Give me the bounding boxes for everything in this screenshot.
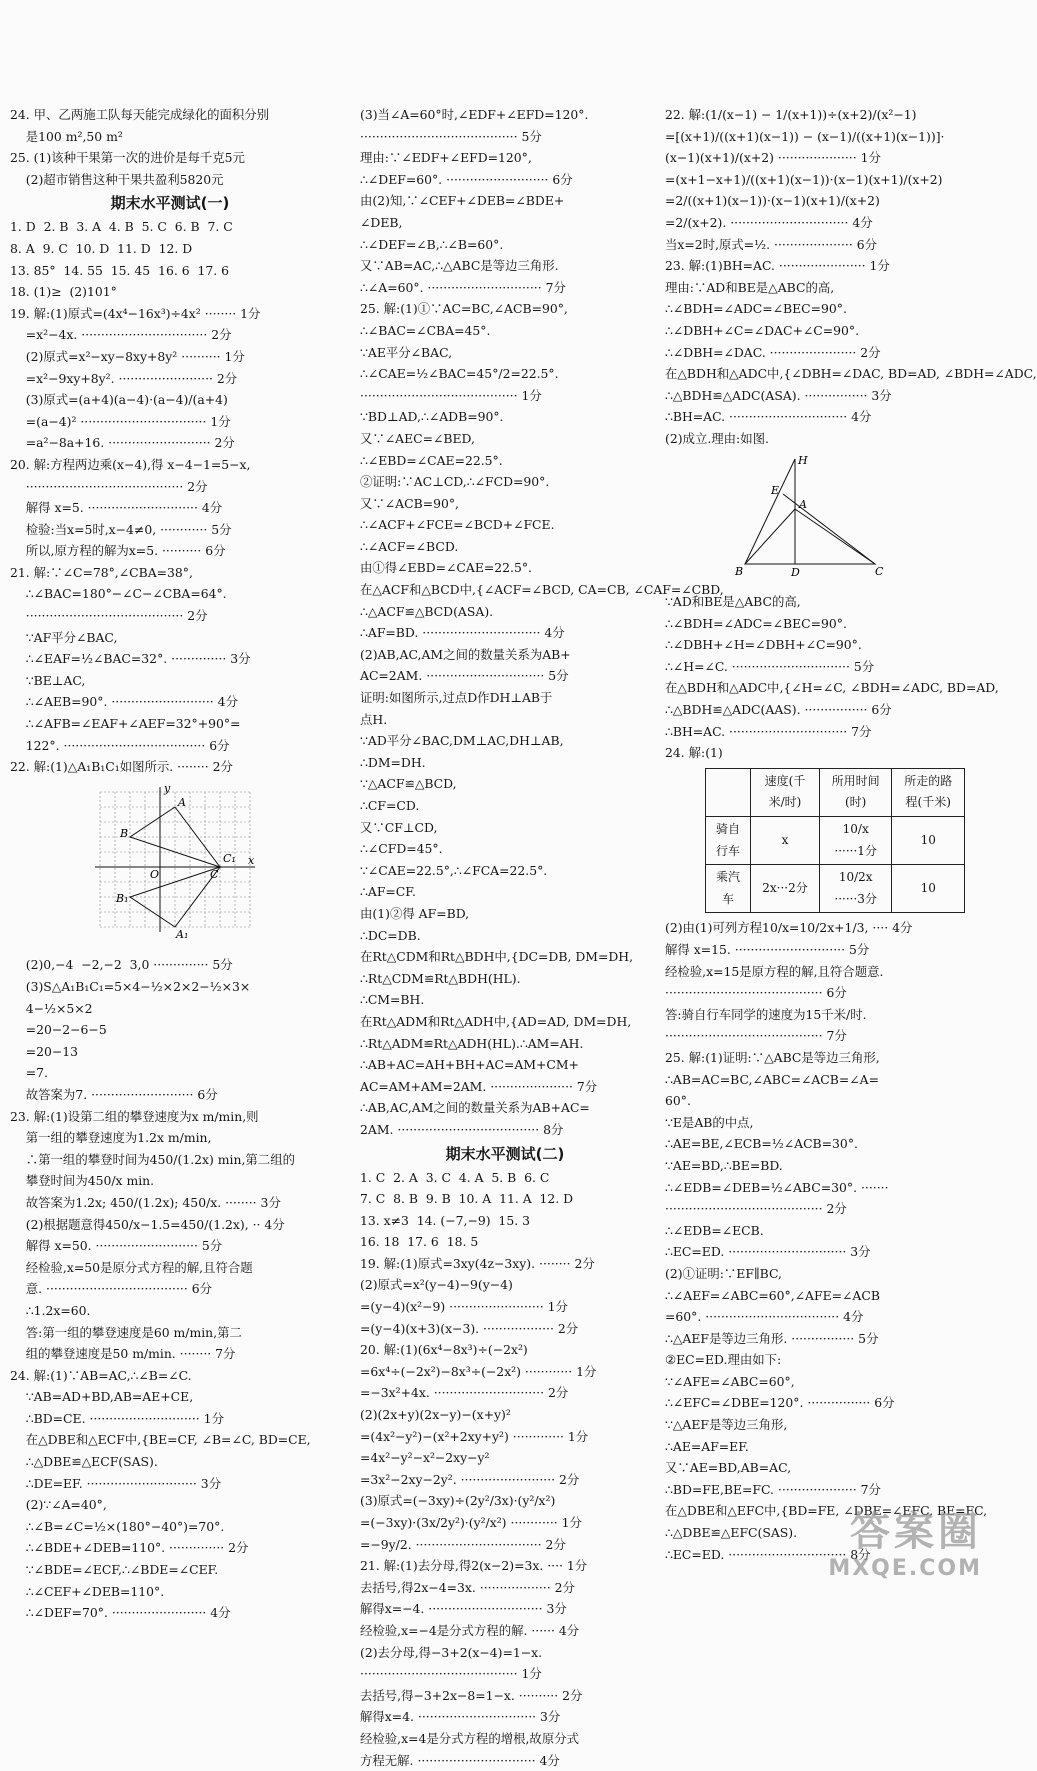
answer-line: ∴∠DBH=∠DAC. ······················ 2分	[665, 342, 965, 364]
answer-line: 122°. ···································· 6分	[10, 735, 330, 757]
triangle-figure	[665, 454, 965, 586]
answer-line: (2)根据题意得450/x−1.5=450/(1.2x), ·· 4分	[10, 1214, 330, 1236]
answer-line: ∴Rt△CDM≌Rt△BDH(HL).	[360, 968, 650, 990]
point-c-label: C	[210, 868, 219, 881]
table-cell: 10/x ······1分	[819, 817, 892, 865]
answer-line: ∴1.2x=60.	[10, 1300, 330, 1322]
answer-line: ∴△BDH≌△ADC(ASA). ················ 3分	[665, 385, 965, 407]
table-cell: 2x···2分	[751, 865, 820, 913]
answers-block-3b	[665, 591, 965, 764]
answer-line: ∴∠EFC=∠DBE=120°. ················ 6分	[665, 1392, 965, 1414]
test-1-title: 期末水平测试(一)	[10, 190, 330, 216]
point-d-label: D	[790, 566, 800, 579]
answer-line: (2)去分母,得−3+2(x−4)=1−x.	[360, 1642, 650, 1664]
answer-line: =20−13	[10, 1041, 330, 1063]
answer-line: 理由:∵AD和BE是△ABC的高,	[665, 277, 965, 299]
answer-line: ∴CF=CD.	[360, 795, 650, 817]
y-axis-label: y	[163, 782, 171, 795]
answer-line: ∵E是AB的中点,	[665, 1112, 965, 1134]
answer-line: (3)当∠A=60°时,∠EDF+∠EFD=120°.	[360, 104, 650, 126]
answer-line: (3)S△A₁B₁C₁=5×4−½×2×2−½×3×	[10, 976, 330, 998]
answer-line: ∴∠CFD=45°.	[360, 838, 650, 860]
answer-line: 19. 解:(1)原式=(4x⁴−16x³)÷4x² ········ 1分	[10, 303, 330, 325]
answer-line: 经检验,x=−4是分式方程的解. ······ 4分	[360, 1620, 650, 1642]
answer-line: ∴△BDH≌△ADC(AAS). ················ 6分	[665, 699, 965, 721]
answer-line: =7.	[10, 1062, 330, 1084]
table-cell: 骑自行车	[706, 817, 751, 865]
answer-line: 24. 甲、乙两施工队每天能完成绿化的面积分别	[10, 104, 330, 126]
answer-line: ∵AF平分∠BAC,	[10, 627, 330, 649]
answer-line: ∴∠A=60°. ····························· 7分	[360, 277, 650, 299]
answer-line: 检验:当x=5时,x−4≠0, ············ 5分	[10, 519, 330, 541]
answer-line: 经检验,x=50是原分式方程的解,且符合题	[10, 1257, 330, 1279]
answer-line: ∴∠DEF=∠B,∴∠B=60°.	[360, 234, 650, 256]
answer-line: ∴∠DBH+∠H=∠DBH+∠C=90°.	[665, 634, 965, 656]
answer-line: =(y−4)(x+3)(x−3). ·················· 2分	[360, 1318, 650, 1340]
answer-line: =2/((x+1)(x−1))·(x−1)(x+1)/(x+2)	[665, 190, 965, 212]
answer-line: 又∵CF⊥CD,	[360, 817, 650, 839]
answer-line: (3)原式=(a+4)(a−4)·(a−4)/(a+4)	[10, 389, 330, 411]
answer-line: ∴∠BAC=∠CBA=45°.	[360, 320, 650, 342]
table-cell: 乘汽车	[706, 865, 751, 913]
answer-line: ∴∠BDE+∠DEB=110°. ·············· 2分	[10, 1537, 330, 1559]
answer-line: ∴∠AEF=∠ABC=60°,∠AFE=∠ACB	[665, 1285, 965, 1307]
table-header-row	[706, 768, 965, 816]
answer-line: 在△DBE和△EFC中,{BD=FE, ∠DBE=∠EFC, BE=FC,	[665, 1500, 965, 1522]
answer-line: =6x⁴÷(−2x²)−8x³÷(−2x²) ············ 1分	[360, 1361, 650, 1383]
answer-line: 16. 18 17. 6 18. 5	[360, 1231, 650, 1253]
answer-line: (2)由(1)可列方程10/x=10/2x+1/3, ···· 4分	[665, 917, 965, 939]
watermark-logo	[828, 1508, 982, 1582]
answer-line: 24. 解:(1)	[665, 742, 965, 764]
answer-line: ∴∠B=∠C=½×(180°−40°)=70°.	[10, 1516, 330, 1538]
answer-line: =20−2−6−5	[10, 1019, 330, 1041]
answer-line: 故答案为7. ·························· 6分	[10, 1084, 330, 1106]
answer-line: 在△BDH和△ADC中,{∠DBH=∠DAC, BD=AD, ∠BDH=∠ADC,	[665, 363, 965, 385]
answer-line: 在△BDH和△ADC中,{∠H=∠C, ∠BDH=∠ADC, BD=AD,	[665, 677, 965, 699]
coordinate-grid-figure	[10, 782, 330, 949]
answer-line: ∵∠CAE=22.5°,∴∠FCA=22.5°.	[360, 860, 650, 882]
answer-line: =−3x²+4x. ···························· 2分	[360, 1382, 650, 1404]
answer-line: =4x²−y²−x²−2xy−y²	[360, 1447, 650, 1469]
answer-line: 8. A 9. C 10. D 11. D 12. D	[10, 238, 330, 260]
answer-line: 是100 m²,50 m²	[10, 126, 330, 148]
answer-line: ∴BD=CE. ···························· 1分	[10, 1408, 330, 1430]
answer-line: 又∵∠ACB=90°,	[360, 493, 650, 515]
answer-line: ∴DE=EF. ···························· 3分	[10, 1473, 330, 1495]
answers-block-1b	[10, 216, 330, 777]
answer-line: ∴CM=BH.	[360, 989, 650, 1011]
answer-line: ········································ 1分	[360, 385, 650, 407]
answer-line: ∵BD⊥AD,∴∠ADB=90°.	[360, 406, 650, 428]
answer-line: =2/(x+2). ······························ 4分	[665, 212, 965, 234]
answer-line: (2)(2x+y)(2x−y)−(x+y)²	[360, 1404, 650, 1426]
answer-line: ∵AD平分∠BAC,DM⊥AC,DH⊥AB,	[360, 730, 650, 752]
answer-line: ∴AB+AC=AH+BH+AC=AM+CM+	[360, 1054, 650, 1076]
answer-line: 答:第一组的攀登速度是60 m/min,第二	[10, 1322, 330, 1344]
table-header-cell: 所用时间(时)	[819, 768, 892, 816]
answer-line: =(y−4)(x²−9) ························ 1分	[360, 1296, 650, 1318]
answer-line: 由①得∠EBD=∠CAE=22.5°.	[360, 557, 650, 579]
answer-line: =a²−8a+16. ·························· 2分	[10, 432, 330, 454]
point-b-label: B	[119, 827, 128, 840]
answer-line: 理由:∵∠EDF+∠EFD=120°,	[360, 147, 650, 169]
column-3	[665, 104, 965, 1565]
answer-line: 答:骑自行车同学的速度为15千米/时.	[665, 1004, 965, 1026]
answer-line: ∴第一组的攀登时间为450/(1.2x) min,第二组的	[10, 1149, 330, 1171]
answer-line: ∴AF=CF.	[360, 881, 650, 903]
answer-line: ∴DM=DH.	[360, 752, 650, 774]
point-b1-label: B₁	[115, 892, 129, 905]
answer-line: ∴DC=DB.	[360, 925, 650, 947]
answer-line: 第一组的攀登速度为1.2x m/min,	[10, 1127, 330, 1149]
answer-line: =(a−4)² ································ 1分	[10, 411, 330, 433]
point-a-label: A	[798, 498, 807, 511]
answer-line: 又∵AE=BD,AB=AC,	[665, 1457, 965, 1479]
answer-line: (2)AB,AC,AM之间的数量关系为AB+	[360, 644, 650, 666]
column-2	[360, 104, 650, 1771]
point-a1-label: A₁	[175, 928, 188, 941]
answer-line: 方程无解. ······························ 4分	[360, 1750, 650, 1771]
table-header-cell: 所走的路程(千米)	[892, 768, 965, 816]
answer-line: 18. (1)≥ (2)101°	[10, 281, 330, 303]
point-b-label: B	[734, 565, 743, 578]
answer-line: 经检验,x=4是分式方程的增根,故原分式	[360, 1728, 650, 1750]
answer-line: 去括号,得−3+2x−8=1−x. ·········· 2分	[360, 1685, 650, 1707]
answer-line: =[(x+1)/((x+1)(x−1)) − (x−1)/((x+1)(x−1))]·	[665, 126, 965, 148]
table-row	[706, 865, 965, 913]
answer-line: ∴△AEF是等边三角形. ················ 5分	[665, 1328, 965, 1350]
answer-line: 20. 解:方程两边乘(x−4),得 x−4−1=5−x,	[10, 454, 330, 476]
answer-line: ∴AF=BD. ······························ 4分	[360, 622, 650, 644]
answer-line: ∵AE平分∠BAC,	[360, 342, 650, 364]
watermark-text: 答案圈	[828, 1508, 982, 1556]
answer-line: ∴AE=BE,∠ECB=½∠ACB=30°.	[665, 1133, 965, 1155]
answer-line: ∴EC=ED. ······························ 3分	[665, 1241, 965, 1263]
answer-line: 经检验,x=15是原方程的解,且符合题意.	[665, 961, 965, 983]
answer-line: (2)原式=x²−xy−8xy+8y² ·········· 1分	[10, 346, 330, 368]
answer-line: ∴BH=AC. ······························ 4分	[665, 406, 965, 428]
answer-line: 解得 x=15. ···························· 5分	[665, 939, 965, 961]
answers-block-1c	[10, 954, 330, 1623]
answer-line: 23. 解:(1)BH=AC. ······················ 1分	[665, 255, 965, 277]
answer-line: 22. 解:(1)△A₁B₁C₁如图所示. ········ 2分	[10, 756, 330, 778]
answer-line: ∴BD=FE,BE=FC. ···················· 7分	[665, 1479, 965, 1501]
answer-line: 由(2)知,∵∠CEF+∠DEB=∠BDE+	[360, 190, 650, 212]
answer-line: 点H.	[360, 709, 650, 731]
answer-line: ········································ 2分	[665, 1198, 965, 1220]
answer-line: ∵△ACF≌△BCD,	[360, 773, 650, 795]
answer-line: 所以,原方程的解为x=5. ·········· 6分	[10, 540, 330, 562]
answer-line: AC=AM+AM=2AM. ····················· 7分	[360, 1076, 650, 1098]
answer-line: 由(1)②得 AF=BD,	[360, 903, 650, 925]
answer-line: 1. C 2. A 3. C 4. A 5. B 6. C	[360, 1167, 650, 1189]
answer-line: 组的攀登速度是50 m/min. ········ 7分	[10, 1343, 330, 1365]
answer-line: ∴∠BDH=∠ADC=∠BEC=90°.	[665, 613, 965, 635]
answer-line: =(−3xy)·(3x/2y²)·(y²/x²) ············ 1分	[360, 1512, 650, 1534]
answer-line: (3)原式=(−3xy)÷(2y²/3x)·(y²/x²)	[360, 1490, 650, 1512]
answer-line: =x²−9xy+8y². ························ 2分	[10, 368, 330, 390]
answer-line: =(x+1−x+1)/((x+1)(x−1))·(x−1)(x+1)/(x+2)	[665, 169, 965, 191]
answers-block-3c	[665, 917, 965, 1565]
answer-line: ∴△ACF≌△BCD(ASA).	[360, 601, 650, 623]
answer-line: =60°. ·································· 4分	[665, 1306, 965, 1328]
table-cell: 10	[892, 817, 965, 865]
answer-line: =−9y/2. ································ 2分	[360, 1534, 650, 1556]
point-e-label: E	[770, 484, 779, 497]
point-h-label: H	[797, 454, 808, 467]
answer-line: ∴∠EBD=∠CAE=22.5°.	[360, 450, 650, 472]
table-cell: 10	[892, 865, 965, 913]
answer-line: ∴△DBE≌△EFC(SAS).	[665, 1522, 965, 1544]
answer-line: ∵AB=AD+BD,AB=AE+CE,	[10, 1386, 330, 1408]
answers-block-1a	[10, 104, 330, 190]
answer-line: =3x²−2xy−2y². ························ 2分	[360, 1469, 650, 1491]
answer-line: ∴∠DEF=60°. ·························· 6分	[360, 169, 650, 191]
answer-line: 解得 x=50. ·························· 5分	[10, 1235, 330, 1257]
answer-line: ∵AD和BE是△ABC的高,	[665, 591, 965, 613]
answer-line: 25. (1)该种干果第一次的进价是每千克5元	[10, 147, 330, 169]
answer-line: 故答案为1.2x; 450/(1.2x); 450/x. ········ 3分	[10, 1192, 330, 1214]
answer-line: ········································ 1分	[360, 1663, 650, 1685]
answer-line: (2)∵∠A=40°,	[10, 1494, 330, 1516]
answer-line: (2)①证明:∵EF∥BC,	[665, 1263, 965, 1285]
answer-line: ∵BE⊥AC,	[10, 670, 330, 692]
answer-line: 21. 解:∵∠C=78°,∠CBA=38°,	[10, 562, 330, 584]
answer-line: =(4x²−y²)−(x²+2xy+y²) ············· 1分	[360, 1426, 650, 1448]
table-cell: 10/2x ······3分	[819, 865, 892, 913]
answer-line: 证明:如图所示,过点D作DH⊥AB于	[360, 687, 650, 709]
answer-line: ∴∠BDH=∠ADC=∠BEC=90°.	[665, 298, 965, 320]
answer-line: 60°.	[665, 1090, 965, 1112]
answer-line: 7. C 8. B 9. B 10. A 11. A 12. D	[360, 1188, 650, 1210]
table-header-cell	[706, 768, 751, 816]
answer-line: 21. 解:(1)去分母,得2(x−2)=3x. ···· 1分	[360, 1555, 650, 1577]
answer-line: 去括号,得2x−4=3x. ·················· 2分	[360, 1577, 650, 1599]
watermark-url: MXQE.COM	[828, 1556, 982, 1582]
answer-line: ········································ 5分	[360, 126, 650, 148]
answer-line: ∴∠CEF+∠DEB=110°.	[10, 1581, 330, 1603]
answer-line: ∴AB,AC,AM之间的数量关系为AB+AC=	[360, 1097, 650, 1119]
answer-line: 又∵∠AEC=∠BED,	[360, 428, 650, 450]
answers-block-3a	[665, 104, 965, 450]
answer-line: ········································ 2分	[10, 605, 330, 627]
answer-line: 解得 x=5. ···························· 4分	[10, 497, 330, 519]
answer-line: 20. 解:(1)(6x⁴−8x³)÷(−2x²)	[360, 1339, 650, 1361]
answer-line: ∴∠DBH+∠C=∠DAC+∠C=90°.	[665, 320, 965, 342]
answer-line: ∠DEB,	[360, 212, 650, 234]
table-cell: x	[751, 817, 820, 865]
answer-line: ∴∠AEB=90°. ·························· 4分	[10, 691, 330, 713]
answer-line: 在Rt△CDM和Rt△BDH中,{DC=DB, DM=DH,	[360, 946, 650, 968]
answer-line: (2)超市销售这种干果共盈利5820元	[10, 169, 330, 191]
answer-line: 4−½×5×2	[10, 998, 330, 1020]
answer-line: ········································ 2分	[10, 476, 330, 498]
answer-line: ∴BH=AC. ······························ 7分	[665, 721, 965, 743]
answer-line: 13. 85° 14. 55 15. 45 16. 6 17. 6	[10, 260, 330, 282]
answer-line: (x−1)(x+1)/(x+2) ···················· 1分	[665, 147, 965, 169]
answer-line: 意. ···································· 6分	[10, 1278, 330, 1300]
answer-line: 24. 解:(1)∵AB=AC,∴∠B=∠C.	[10, 1365, 330, 1387]
column-1	[10, 104, 330, 1624]
point-a-label: A	[177, 796, 186, 809]
answer-line: 在△ACF和△BCD中,{∠ACF=∠BCD, CA=CB, ∠CAF=∠CBD,	[360, 579, 650, 601]
answer-line: ∴∠AFB=∠EAF+∠AEF=32°+90°=	[10, 713, 330, 735]
answer-line: =x²−4x. ································ 2分	[10, 324, 330, 346]
answer-line: ∴△DBE≌△ECF(SAS).	[10, 1451, 330, 1473]
answer-line: ∴∠EDB=∠ECB.	[665, 1220, 965, 1242]
point-c-label: C	[875, 565, 884, 578]
answer-line: ∴∠CAE=½∠BAC=45°/2=22.5°.	[360, 363, 650, 385]
table-row	[706, 817, 965, 865]
answers-block-2a	[360, 104, 650, 1141]
answer-line: ∴∠ACF+∠FCE=∠BCD+∠FCE.	[360, 514, 650, 536]
answer-line: ∵△AEF是等边三角形,	[665, 1414, 965, 1436]
answer-line: (2)成立.理由:如图.	[665, 428, 965, 450]
answer-line: ∴Rt△ADM≌Rt△ADH(HL).∴AM=AH.	[360, 1033, 650, 1055]
answer-line: ∴AE=AF=EF.	[665, 1436, 965, 1458]
answer-line: 23. 解:(1)设第二组的攀登速度为x m/min,则	[10, 1106, 330, 1128]
answer-line: ∴AB=AC=BC,∠ABC=∠ACB=∠A=	[665, 1069, 965, 1091]
answer-line: (2)0,−4 −2,−2 3,0 ·············· 5分	[10, 954, 330, 976]
answer-line: 在Rt△ADM和Rt△ADH中,{AD=AD, DM=DH,	[360, 1011, 650, 1033]
answer-line: 解得x=−4. ····························· 3分	[360, 1598, 650, 1620]
answer-line: ∴∠H=∠C. ······························ 5分	[665, 656, 965, 678]
answer-line: 攀登时间为450/x min.	[10, 1170, 330, 1192]
point-c1-label: C₁	[223, 852, 236, 865]
answer-line: 1. D 2. B 3. A 4. B 5. C 6. B 7. C	[10, 216, 330, 238]
answer-line: 25. 解:(1)证明:∵△ABC是等边三角形,	[665, 1047, 965, 1069]
answer-line: 13. x≠3 14. (−7,−9) 15. 3	[360, 1210, 650, 1232]
answer-line: 2AM. ···································· 8分	[360, 1119, 650, 1141]
answer-line: ∴∠DEF=70°. ························ 4分	[10, 1602, 330, 1624]
answer-line: 19. 解:(1)原式=3xy(4z−3xy). ········ 2分	[360, 1253, 650, 1275]
answer-line: ∵∠AFE=∠ABC=60°,	[665, 1371, 965, 1393]
speed-table	[705, 768, 965, 914]
answer-line: ········································ 7分	[665, 1025, 965, 1047]
answer-line: ∴∠ACF=∠BCD.	[360, 536, 650, 558]
answer-line: ········································ 6分	[665, 982, 965, 1004]
answer-line: 解得x=4. ······························ 3分	[360, 1706, 650, 1728]
x-axis-label: x	[248, 854, 255, 867]
answer-line: AC=2AM. ······························ 5分	[360, 665, 650, 687]
answer-line: 又∵AB=AC,∴△ABC是等边三角形.	[360, 255, 650, 277]
answer-line: ∴∠BAC=180°−∠C−∠CBA=64°.	[10, 583, 330, 605]
answer-line: 25. 解:(1)①∵AC=BC,∠ACB=90°,	[360, 298, 650, 320]
answer-line: ∵AE=BD,∴BE=BD.	[665, 1155, 965, 1177]
answer-line: ∴EC=ED. ······························ 8分	[665, 1544, 965, 1566]
answer-line: ②EC=ED.理由如下:	[665, 1349, 965, 1371]
test-2-title: 期末水平测试(二)	[360, 1141, 650, 1167]
answer-line: ∴∠EDB=∠DEB=½∠ABC=30°. ·······	[665, 1177, 965, 1199]
answers-block-2b	[360, 1167, 650, 1771]
answer-line: ∴∠EAF=½∠BAC=32°. ·············· 3分	[10, 648, 330, 670]
origin-label: O	[150, 868, 159, 881]
answer-line: 在△DBE和△ECF中,{BE=CF, ∠B=∠C, BD=CE,	[10, 1429, 330, 1451]
table-header-cell: 速度(千米/时)	[751, 768, 820, 816]
answer-line: ②证明:∵AC⊥CD,∴∠FCD=90°.	[360, 471, 650, 493]
answer-line: 22. 解:(1/(x−1) − 1/(x+1))÷(x+2)/(x²−1)	[665, 104, 965, 126]
answer-line: ∵∠BDE=∠ECF,∴∠BDE=∠CEF.	[10, 1559, 330, 1581]
answer-line: 当x=2时,原式=½. ···················· 6分	[665, 234, 965, 256]
answer-line: (2)原式=x²(y−4)−9(y−4)	[360, 1274, 650, 1296]
